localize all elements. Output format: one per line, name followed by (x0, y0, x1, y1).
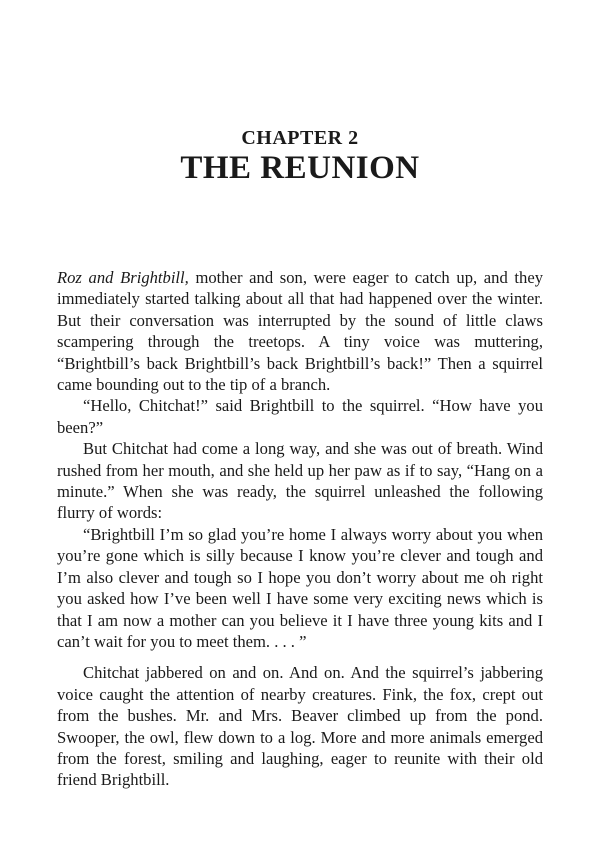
chapter-title: THE REUNION (180, 150, 420, 186)
paragraph-5: Chitchat jabbered on and on. And on. And the squirrel’s jabbering voice caught the attention of nearby creatures. Fink, the fox, crept out from the bushes. Mr. and Mrs. Beaver climbed up from the pond. Swooper, the owl, flew down to a log. More and more animals emerged from the forest, smiling and laughing, eager to reunite with their old friend Brightbill. (57, 663, 543, 790)
chapter-body (57, 267, 543, 791)
paragraph-text: mother and son, were eager to catch up, and they immediately started talking about all that had happened over the winter. But their conversation was interrupted by the sound of little claws scampering through the treetops. A tiny voice was muttering, “Brightbill’s back Brightbill’s back Brightbill’s back!” Then a squirrel came bounding out to the tip of a branch. (57, 268, 544, 395)
paragraph-3: But Chitchat had come a long way, and she was out of breath. Wind rushed from her mouth, and she held up her paw as if to say, “Hang on a minute.” When she was ready, the squirrel unleashed the following flurry of words: (57, 439, 543, 523)
chapter-label: CHAPTER 2 (241, 127, 359, 149)
paragraph-4: “Brightbill I’m so glad you’re home I always worry about you when you’re gone which is silly because I know you’re clever and tough and I’m also clever and tough so I hope you don’t worry about me oh right you asked how I’ve been well I have some very exciting news which is that I am now a mother can you believe it I have three young kits and I can’t wait for you to meet them. . . . ” (57, 524, 543, 651)
paragraph-1 (57, 267, 543, 395)
paragraph-2: “Hello, Chitchat!” said Brightbill to the squirrel. “How have you been?” (57, 396, 543, 437)
lead-in-text: Roz and Brightbill, (57, 268, 189, 287)
